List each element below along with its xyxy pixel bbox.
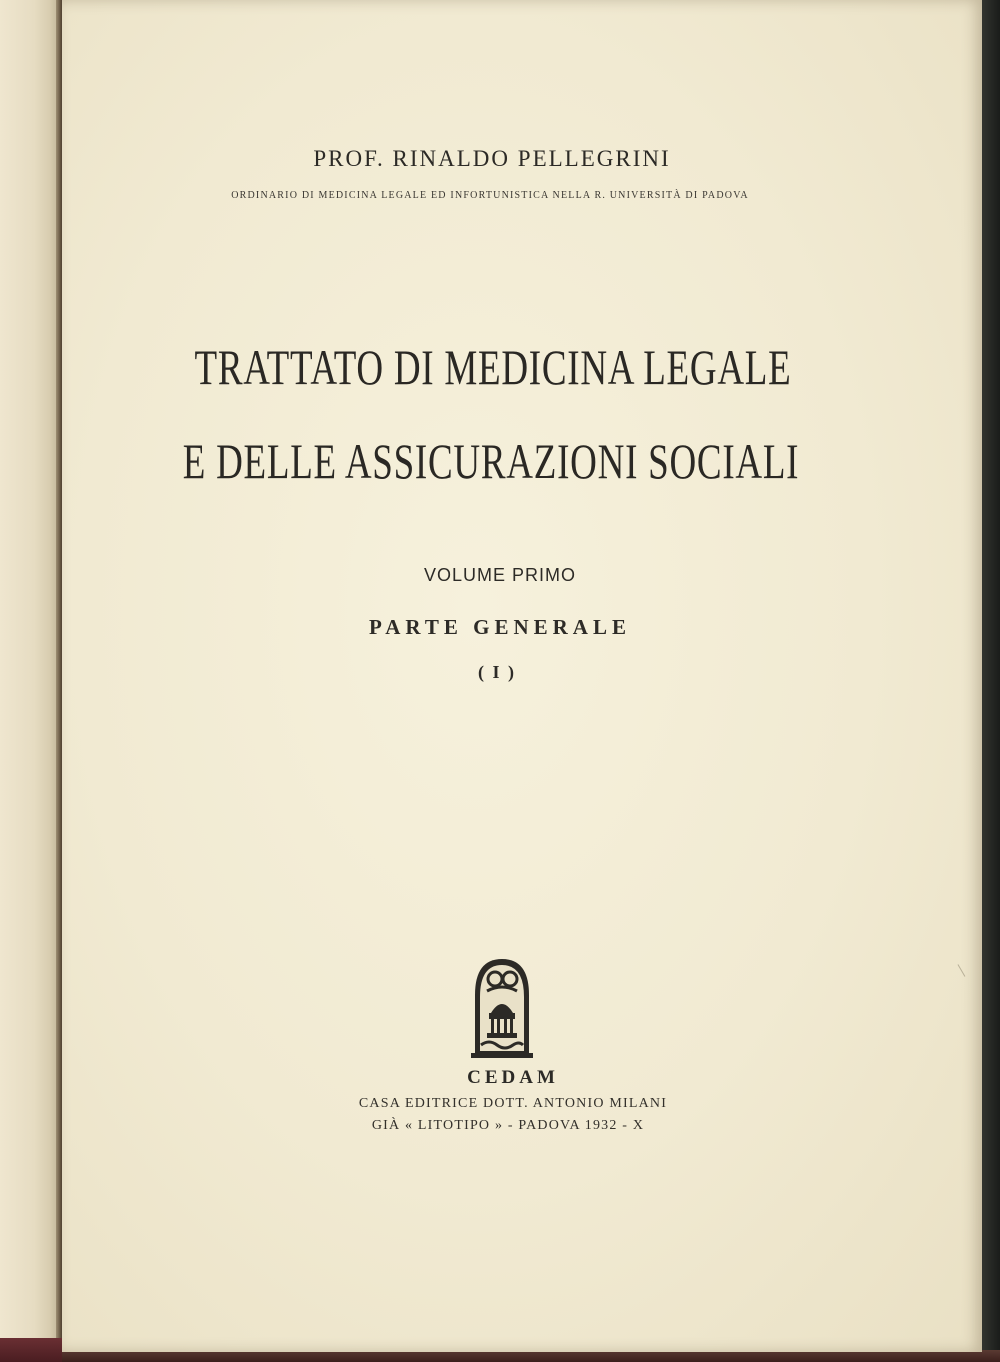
spine-bottom-cover — [0, 1338, 70, 1362]
book-title-line-2: E DELLE ASSICURAZIONI SOCIALI — [182, 433, 800, 489]
publisher-line-1: CASA EDITRICE DOTT. ANTONIO MILANI — [358, 1096, 668, 1111]
author-affiliation: ORDINARIO DI MEDICINA LEGALE ED INFORTUNISTICA NELLA R. UNIVERSITÀ DI PADOVA — [231, 190, 749, 201]
volume-label: VOLUME PRIMO — [423, 565, 577, 585]
publisher-line-2: GIÀ « LITOTIPO » - PADOVA 1932 - X — [371, 1118, 645, 1133]
publisher-name: CEDAM — [467, 1067, 559, 1088]
publisher-logo-icon — [467, 955, 537, 1059]
author-name: PROF. RINALDO PELLEGRINI — [313, 146, 671, 171]
part-number: ( I ) — [478, 662, 516, 682]
part-label: PARTE GENERALE — [369, 615, 631, 639]
book-title-line-1: TRATTATO DI MEDICINA LEGALE — [194, 339, 792, 395]
